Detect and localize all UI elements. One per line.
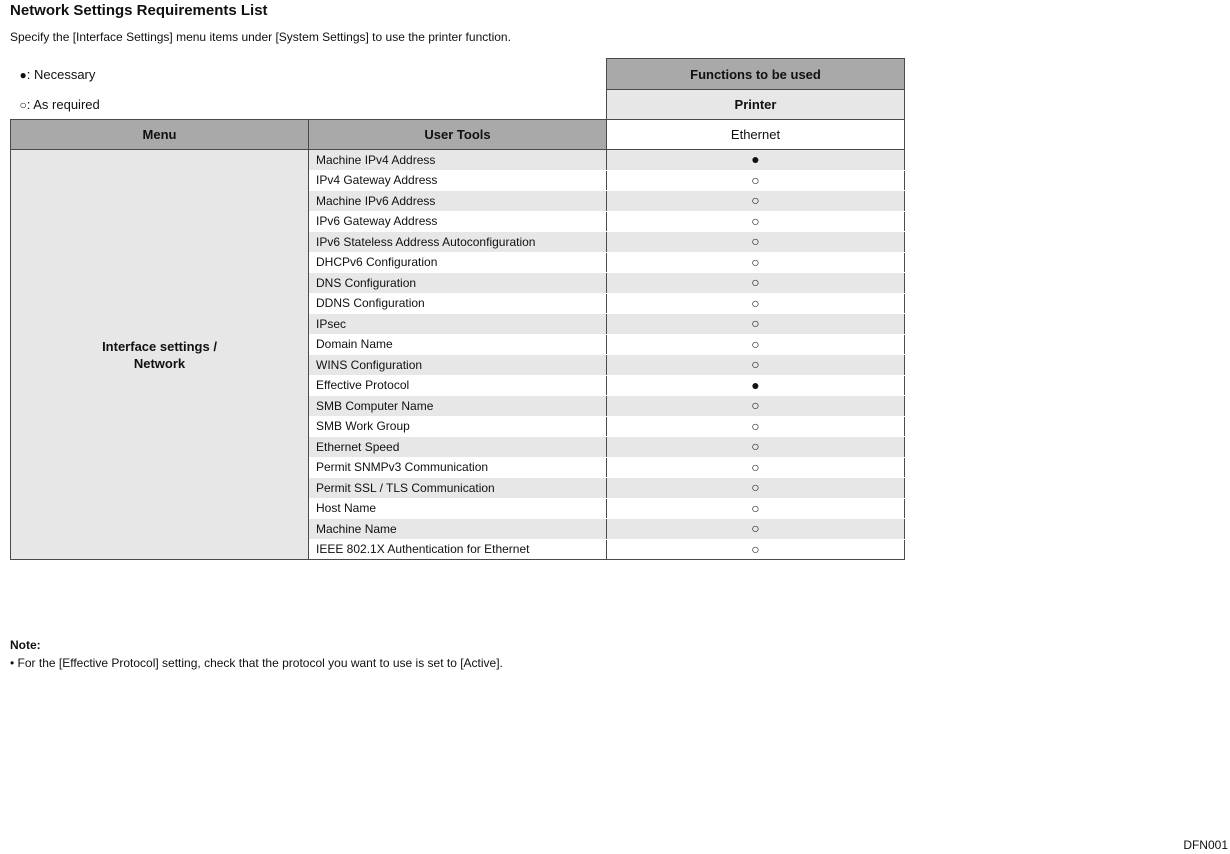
legend-as-required: [11, 90, 607, 120]
requirement-mark-cell: [607, 355, 905, 376]
note-title: Note:: [10, 638, 41, 652]
requirement-mark-cell: [607, 437, 905, 458]
requirement-mark-cell: [607, 211, 905, 232]
legend-necessary-label: : Necessary: [26, 66, 96, 82]
requirement-mark-cell: [607, 498, 905, 519]
user-tool-item: SMB Work Group: [309, 416, 607, 437]
requirement-mark-cell: [607, 314, 905, 335]
menu-header: Menu: [11, 120, 309, 150]
open-circle-icon: ○: [751, 479, 760, 496]
requirements-table: [10, 58, 905, 560]
open-circle-icon: ○: [19, 97, 27, 112]
filled-circle-icon: ●: [751, 151, 760, 168]
table-header-row-1: [11, 59, 905, 90]
filled-circle-icon: ●: [751, 376, 760, 393]
functions-header: Functions to be used: [607, 59, 905, 90]
requirement-mark-cell: [607, 252, 905, 273]
open-circle-icon: ○: [751, 356, 760, 373]
user-tool-item: Permit SSL / TLS Communication: [309, 478, 607, 499]
requirement-mark-cell: [607, 478, 905, 499]
user-tool-item: IPv4 Gateway Address: [309, 170, 607, 191]
filled-circle-icon: ●: [19, 67, 27, 82]
open-circle-icon: ○: [751, 540, 760, 557]
note-text: • For the [Effective Protocol] setting, check that the protocol you want to use is set to [Active].: [10, 656, 503, 670]
requirement-mark-cell: [607, 334, 905, 355]
requirement-mark-cell: [607, 519, 905, 540]
user-tool-item: DDNS Configuration: [309, 293, 607, 314]
user-tools-header: User Tools: [309, 120, 607, 150]
page-title: Network Settings Requirements List: [10, 2, 268, 19]
table-header-row-2: [11, 90, 905, 120]
open-circle-icon: ○: [751, 499, 760, 516]
requirement-mark-cell: [607, 170, 905, 191]
requirement-mark-cell: [607, 191, 905, 212]
legend-as-required-label: : As required: [26, 96, 100, 112]
requirement-mark-cell: [607, 273, 905, 294]
open-circle-icon: ○: [751, 458, 760, 475]
user-tool-item: Ethernet Speed: [309, 437, 607, 458]
open-circle-icon: ○: [751, 253, 760, 270]
open-circle-icon: ○: [751, 438, 760, 455]
page-subtitle: Specify the [Interface Settings] menu items under [System Settings] to use the printer function.: [10, 30, 511, 44]
user-tool-item: DNS Configuration: [309, 273, 607, 294]
requirement-mark-cell: [607, 416, 905, 437]
open-circle-icon: ○: [751, 520, 760, 537]
menu-label-line-2: Network: [133, 355, 186, 371]
user-tool-item: DHCPv6 Configuration: [309, 252, 607, 273]
open-circle-icon: ○: [751, 397, 760, 414]
open-circle-icon: ○: [751, 233, 760, 250]
user-tool-item: WINS Configuration: [309, 355, 607, 376]
requirement-mark-cell: [607, 539, 905, 560]
figure-id: DFN001: [1183, 838, 1228, 852]
user-tool-item: Host Name: [309, 498, 607, 519]
user-tool-item: IPv6 Stateless Address Autoconfiguration: [309, 232, 607, 253]
open-circle-icon: ○: [751, 335, 760, 352]
requirement-mark-cell: [607, 150, 905, 171]
open-circle-icon: ○: [751, 212, 760, 229]
user-tool-item: IPv6 Gateway Address: [309, 211, 607, 232]
menu-cell: [11, 150, 309, 560]
open-circle-icon: ○: [751, 171, 760, 188]
requirement-mark-cell: [607, 232, 905, 253]
user-tool-item: Permit SNMPv3 Communication: [309, 457, 607, 478]
user-tool-item: Machine Name: [309, 519, 607, 540]
user-tool-item: Machine IPv4 Address: [309, 150, 607, 171]
open-circle-icon: ○: [751, 315, 760, 332]
user-tool-item: Machine IPv6 Address: [309, 191, 607, 212]
open-circle-icon: ○: [751, 294, 760, 311]
open-circle-icon: ○: [751, 417, 760, 434]
requirement-mark-cell: [607, 375, 905, 396]
legend-necessary: [11, 59, 607, 90]
requirement-mark-cell: [607, 457, 905, 478]
open-circle-icon: ○: [751, 274, 760, 291]
table-row: [11, 150, 905, 171]
table-header-row-3: [11, 120, 905, 150]
user-tool-item: IPsec: [309, 314, 607, 335]
open-circle-icon: ○: [751, 192, 760, 209]
requirement-mark-cell: [607, 396, 905, 417]
user-tool-item: Effective Protocol: [309, 375, 607, 396]
requirement-mark-cell: [607, 293, 905, 314]
user-tool-item: SMB Computer Name: [309, 396, 607, 417]
menu-label-line-1: Interface settings /: [102, 338, 217, 354]
ethernet-header: Ethernet: [607, 120, 905, 150]
printer-header: Printer: [607, 90, 905, 120]
user-tool-item: Domain Name: [309, 334, 607, 355]
user-tool-item: IEEE 802.1X Authentication for Ethernet: [309, 539, 607, 560]
